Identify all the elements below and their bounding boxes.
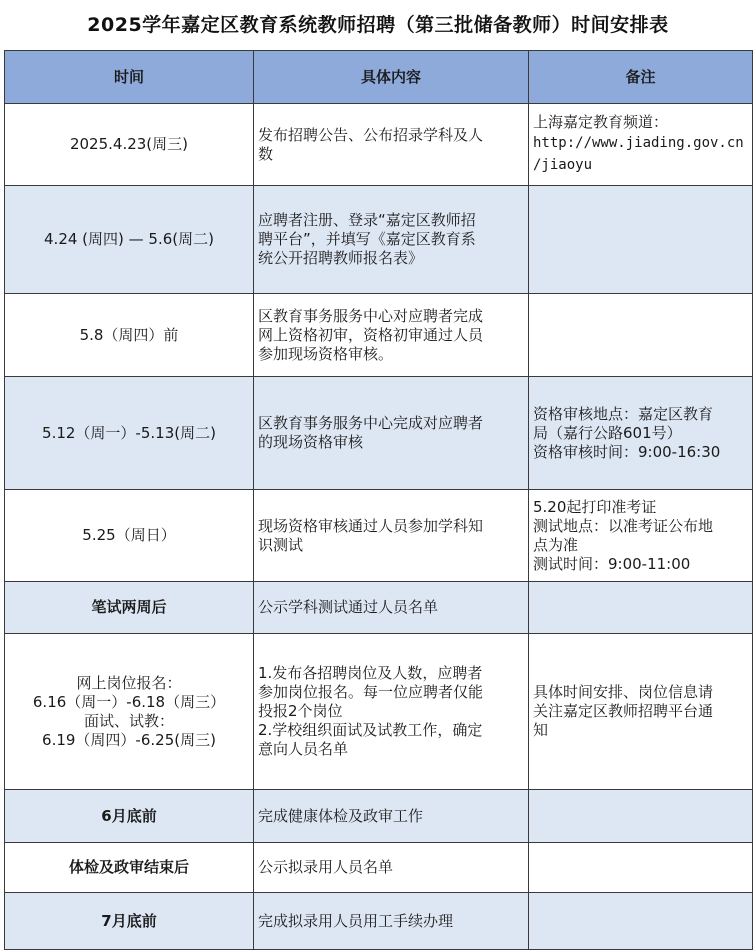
note-cell <box>529 582 753 634</box>
note-line: /jiaoyu <box>533 157 593 173</box>
table-row <box>5 843 753 893</box>
content-line: 网上资格初审，资格初审通过人员 <box>258 325 484 344</box>
time-line: 网上岗位报名： <box>76 673 182 692</box>
table-row <box>5 893 753 950</box>
note-cell <box>529 294 753 377</box>
content-line: 参加现场资格审核。 <box>258 344 394 363</box>
note-line: 测试时间：9:00-11:00 <box>533 554 691 573</box>
table-row <box>5 104 753 186</box>
time-cell <box>5 186 254 294</box>
time-cell <box>5 294 254 377</box>
time-line: 4.24 (周四) — 5.6(周二) <box>44 230 214 248</box>
content-cell <box>254 843 529 893</box>
content-line: 1.发布各招聘岗位及人数，应聘者 <box>258 664 483 682</box>
table-row <box>5 294 753 377</box>
note-cell <box>529 634 753 790</box>
content-cell <box>254 104 529 186</box>
time-cell <box>5 490 254 582</box>
content-line: 数 <box>258 144 274 163</box>
schedule-table <box>4 50 753 950</box>
content-line: 投报2个岗位 <box>258 702 343 720</box>
content-line: 应聘者注册、登录“嘉定区教师招 <box>258 211 476 229</box>
note-line: 测试地点：以准考证公布地 <box>533 516 714 535</box>
note-line: 局（嘉行公路601号） <box>533 423 682 442</box>
time-line: 笔试两周后 <box>91 598 167 616</box>
note-cell <box>529 490 753 582</box>
note-cell <box>529 186 753 294</box>
note-line: 上海嘉定教育频道： <box>533 113 669 131</box>
time-line: 6.16（周一）-6.18（周三） <box>32 692 226 711</box>
time-cell <box>5 377 254 490</box>
note-line: 5.20起打印准考证 <box>533 497 657 516</box>
header-time: 时间 <box>5 51 254 104</box>
time-line: 6月底前 <box>101 806 157 825</box>
note-cell <box>529 843 753 893</box>
time-cell <box>5 843 254 893</box>
note-line: 关注嘉定区教师招聘平台通 <box>533 702 714 720</box>
note-line: 资格审核地点：嘉定区教育 <box>533 404 714 423</box>
content-cell <box>254 490 529 582</box>
content-line: 识测试 <box>258 535 304 554</box>
note-line: 知 <box>533 721 549 739</box>
content-line: 完成拟录用人员用工手续办理 <box>258 911 454 930</box>
table-row <box>5 582 753 634</box>
content-line: 聘平台”，并填写《嘉定区教育系 <box>258 230 476 248</box>
note-cell <box>529 104 753 186</box>
content-line: 公示学科测试通过人员名单 <box>258 598 439 616</box>
time-line: 2025.4.23(周三) <box>69 135 189 153</box>
content-line: 意向人员名单 <box>258 740 349 758</box>
content-cell <box>254 294 529 377</box>
time-line: 7月底前 <box>101 911 157 930</box>
note-cell <box>529 377 753 490</box>
time-cell <box>5 634 254 790</box>
time-cell <box>5 893 254 950</box>
table-row <box>5 377 753 490</box>
note-cell <box>529 790 753 843</box>
note-cell <box>529 893 753 950</box>
content-line: 的现场资格审核 <box>258 433 364 451</box>
table-row <box>5 634 753 790</box>
header-note: 备注 <box>529 51 753 104</box>
header-content: 具体内容 <box>254 51 529 104</box>
content-cell <box>254 582 529 634</box>
time-line: 体检及政审结束后 <box>68 858 189 876</box>
time-cell <box>5 582 254 634</box>
content-line: 统公开招聘教师报名表》 <box>258 249 424 267</box>
content-line: 现场资格审核通过人员参加学科知 <box>258 516 484 535</box>
time-line: 5.25（周日） <box>82 526 176 544</box>
table-header-row <box>5 51 753 104</box>
table-row <box>5 790 753 843</box>
note-line: 点为准 <box>533 535 579 554</box>
content-line: 区教育事务服务中心对应聘者完成 <box>258 306 484 325</box>
note-line: http://www.jiading.gov.cn <box>533 135 744 151</box>
content-cell <box>254 377 529 490</box>
content-cell <box>254 893 529 950</box>
content-line: 公示拟录用人员名单 <box>258 858 394 876</box>
content-line: 参加岗位报名。每一位应聘者仅能 <box>258 683 484 701</box>
content-cell <box>254 186 529 294</box>
table-row <box>5 490 753 582</box>
content-cell <box>254 790 529 843</box>
time-cell <box>5 790 254 843</box>
note-line: 资格审核时间：9:00-16:30 <box>533 442 721 461</box>
time-line: 6.19（周四）-6.25(周三) <box>42 730 216 749</box>
time-cell <box>5 104 254 186</box>
page-title: 2025学年嘉定区教育系统教师招聘（第三批储备教师）时间安排表 <box>87 14 669 36</box>
table-row <box>5 186 753 294</box>
time-line: 5.8（周四）前 <box>79 325 179 344</box>
content-line: 完成健康体检及政审工作 <box>258 806 424 825</box>
content-cell <box>254 634 529 790</box>
content-line: 区教育事务服务中心完成对应聘者 <box>258 414 484 432</box>
note-line: 具体时间安排、岗位信息请 <box>533 683 714 701</box>
content-line: 2.学校组织面试及试教工作，确定 <box>258 721 483 739</box>
content-line: 发布招聘公告、公布招录学科及人 <box>258 125 484 144</box>
time-line: 面试、试教： <box>83 711 174 730</box>
time-line: 5.12（周一）-5.13(周二) <box>42 423 216 442</box>
